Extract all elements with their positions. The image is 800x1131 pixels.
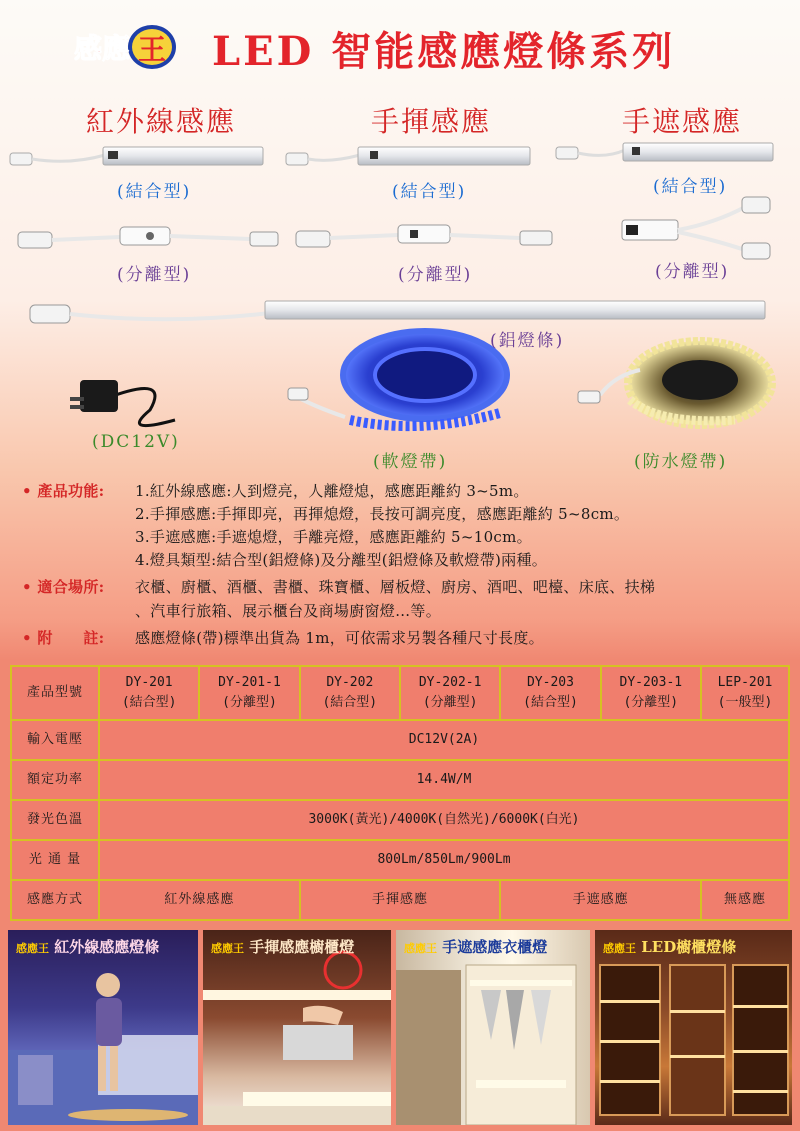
photo-logo: 感應王 bbox=[404, 942, 437, 955]
table-row bbox=[11, 760, 789, 800]
category-infrared: 紅外線感應 bbox=[86, 105, 237, 138]
function-item-3: 3.手遮感應:手遮熄燈，手離亮燈，感應距離約 5~10cm。 bbox=[135, 528, 532, 546]
sense-head: 感應方式 bbox=[11, 880, 99, 920]
lumen-value: 800Lm/850Lm/900Lm bbox=[99, 840, 789, 880]
sense-cover: 手遮感應 bbox=[500, 880, 701, 920]
category-cover: 手遮感應 bbox=[622, 105, 743, 138]
tag-separate-wave: (分離型) bbox=[398, 265, 473, 285]
model-head: 產品型號 bbox=[11, 666, 99, 720]
color-value: 3000K(黃光)/4000K(自然光)/6000K(白光) bbox=[99, 800, 789, 840]
table-row bbox=[11, 840, 789, 880]
places-line-1: 衣櫃、廚櫃、酒櫃、書櫃、珠寶櫃、層板燈、廚房、酒吧、吧檯、床底、扶梯 bbox=[135, 578, 656, 596]
lumen-head: 光 通 量 bbox=[11, 840, 99, 880]
places-line-2: 、汽車行旅箱、展示櫃台及商場廚窗燈…等。 bbox=[135, 602, 442, 620]
photo-cover bbox=[396, 930, 590, 1125]
photo-wave bbox=[203, 930, 391, 1125]
photo-logo: 感應王 bbox=[603, 942, 636, 955]
note-section: • 附 註: bbox=[22, 629, 105, 647]
table-row bbox=[11, 880, 789, 920]
note-text: 感應燈條(帶)標準出貨為 1m，可依需求另製各種尺寸長度。 bbox=[135, 629, 544, 647]
places-label: 適合場所: bbox=[37, 578, 105, 596]
photo-caption: 手揮感應櫥櫃燈 bbox=[249, 938, 355, 956]
tag-combined-cover: (結合型) bbox=[653, 177, 728, 197]
tag-combined-infrared: (結合型) bbox=[117, 182, 192, 202]
model-cell: DY-203 (結合型) bbox=[500, 666, 600, 720]
tag-soft-strip: (軟燈帶) bbox=[373, 452, 448, 472]
table-row bbox=[11, 720, 789, 760]
places-section: • 適合場所: bbox=[22, 578, 105, 596]
model-cell: DY-202 (結合型) bbox=[300, 666, 400, 720]
model-cell: DY-201-1 (分離型) bbox=[199, 666, 299, 720]
tag-adapter: (DC12V) bbox=[92, 432, 180, 452]
power-head: 額定功率 bbox=[11, 760, 99, 800]
sense-infrared: 紅外線感應 bbox=[99, 880, 300, 920]
separate-wave-sensor bbox=[296, 225, 552, 247]
photo-caption: 手遮感應衣櫃燈 bbox=[442, 938, 548, 956]
model-cell: LEP-201 (一般型) bbox=[701, 666, 789, 720]
combined-infrared-bar bbox=[10, 147, 263, 165]
sense-none: 無感應 bbox=[701, 880, 789, 920]
spec-table bbox=[10, 665, 790, 921]
separate-infrared-sensor bbox=[18, 227, 278, 248]
photo-caption: LED櫥櫃燈條 bbox=[641, 938, 737, 956]
photo-caption: 紅外線感應燈條 bbox=[54, 938, 160, 956]
note-label: 附 註: bbox=[37, 629, 105, 647]
aluminum-bar bbox=[30, 301, 765, 323]
photo-logo: 感應王 bbox=[211, 942, 244, 955]
function-item-1: 1.紅外線感應:人到燈亮，人離燈熄，感應距離約 3~5m。 bbox=[135, 482, 529, 500]
svg-text:王: 王 bbox=[138, 33, 167, 66]
combined-cover-bar bbox=[556, 143, 773, 161]
dc12v-adapter bbox=[70, 380, 175, 426]
voltage-value: DC12V(2A) bbox=[99, 720, 789, 760]
color-head: 發光色溫 bbox=[11, 800, 99, 840]
svg-text:感應: 感應 bbox=[74, 32, 131, 65]
waterproof-led-strip bbox=[578, 341, 772, 425]
voltage-head: 輸入電壓 bbox=[11, 720, 99, 760]
table-row bbox=[11, 800, 789, 840]
tag-waterproof-strip: (防水燈帶) bbox=[634, 452, 728, 472]
table-row bbox=[11, 666, 789, 720]
function-item-4: 4.燈具類型:結合型(鋁燈條)及分離型(鋁燈條及軟燈帶)兩種。 bbox=[135, 551, 548, 569]
photo-logo: 感應王 bbox=[16, 942, 49, 955]
page-title: LED 智能感應燈條系列 bbox=[212, 28, 676, 75]
tag-separate-infrared: (分離型) bbox=[117, 265, 192, 285]
sense-wave: 手揮感應 bbox=[300, 880, 501, 920]
category-wave: 手揮感應 bbox=[371, 105, 492, 138]
function-section: • 產品功能: bbox=[22, 482, 105, 500]
brand-logo bbox=[72, 20, 180, 72]
combined-wave-bar bbox=[286, 147, 530, 165]
separate-cover-sensor bbox=[622, 197, 770, 259]
function-item-2: 2.手揮感應:手揮即亮，再揮熄燈，長按可調亮度，感應距離約 5~8cm。 bbox=[135, 505, 630, 523]
tag-separate-cover: (分離型) bbox=[655, 262, 730, 282]
tag-combined-wave: (結合型) bbox=[392, 182, 467, 202]
function-label: 產品功能: bbox=[37, 482, 105, 500]
power-value: 14.4W/M bbox=[99, 760, 789, 800]
model-cell: DY-203-1 (分離型) bbox=[601, 666, 701, 720]
photo-infrared bbox=[8, 930, 198, 1125]
soft-led-strip bbox=[288, 331, 507, 426]
photo-cabinet bbox=[595, 930, 792, 1125]
model-cell: DY-202-1 (分離型) bbox=[400, 666, 500, 720]
model-cell: DY-201 (結合型) bbox=[99, 666, 199, 720]
tag-aluminum-bar: (鋁燈條) bbox=[490, 331, 565, 351]
